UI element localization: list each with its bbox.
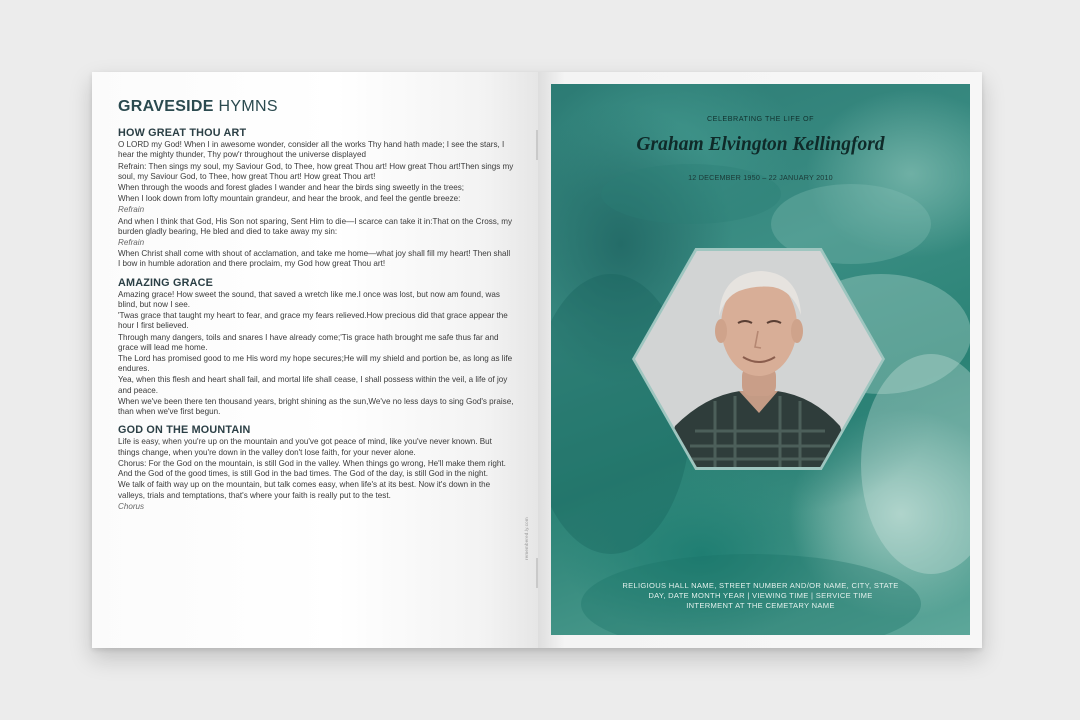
website-credit: remembered.ly.com — [524, 517, 529, 560]
hymn-verse: And when I think that God, His Son not sparing, Sent Him to die—I scarce can take it in:That on the Cross, my burden gladly bearing, He bled and died to take away my sin: — [118, 216, 513, 236]
title-bold: GRAVESIDE — [118, 98, 214, 115]
hymn-verse: We talk of faith way up on the mountain, but talk comes easy, when life's at its best. Now it's down in the valleys, trials and temptations, that's where your faith is really put to the test. — [118, 480, 491, 500]
hymn-verse: Life is easy, when you're up on the mountain and you've got peace of mind, like you've never known. But things change, when you're down in the valley don't lose faith, for your never alone. — [118, 437, 492, 457]
hymn-title: GOD ON THE MOUNTAIN — [118, 424, 251, 437]
hymn-verse: When through the woods and forest glades I wander and hear the birds sing sweetly in the trees; — [118, 183, 464, 193]
hymn-verse: Yea, when this flesh and heart shall fail, and mortal life shall cease, I shall possess within the veil, a life of joy and peace. — [118, 375, 508, 395]
hymn-refrain: Refrain — [118, 238, 145, 248]
page-title — [118, 98, 278, 116]
life-dates: 12 DECEMBER 1950 – 22 JANUARY 2010 — [688, 173, 833, 182]
cover-panel — [551, 84, 970, 635]
hymn-verse: When Christ shall come with shout of acclamation, and take me home—what joy shall fill my heart! Then shall I bow in humble adoration and there proclaim, my God how great Thou art! — [118, 249, 511, 269]
hymn-verse: Through many dangers, toils and snares I have already come;'Tis grace hath brought me safe thus far and grace will lead me home. — [118, 332, 499, 352]
service-details — [551, 581, 970, 611]
hymn-verse: Chorus: For the God on the mountain, is still God in the valley. When things go wrong, He'll make them right. And the God of the good times, is still God in the bad times. The God of the day, is still God in the night. — [118, 458, 506, 479]
portrait-frame — [632, 248, 885, 470]
memorial-booklet — [92, 72, 982, 648]
hymn-block — [118, 425, 514, 512]
hymn-refrain: Chorus — [118, 501, 145, 511]
hymn-verse: O LORD my God! When I in awesome wonder, consider all the works Thy hand hath made; I see the stars, I hear the mighty thunder, Thy pow'r throughout the universe displayed — [118, 140, 505, 160]
hymn-title: HOW GREAT THOU ART — [118, 127, 247, 139]
hymn-block — [118, 128, 514, 270]
portrait-photo — [635, 251, 882, 467]
title-rest: HYMNS — [213, 98, 278, 115]
hymn-verse: When we've been there ten thousand years, bright shining as the sun,We've no less days to sing God's praise, than when we've first begun. — [118, 396, 514, 417]
hymn-verse: 'Twas grace that taught my heart to fear, and grace my fears relieved.How precious did that grace appear the hour I first believed. — [118, 311, 508, 331]
hymn-verse: Amazing grace! How sweet the sound, that saved a wretch like me.I once was lost, but now am found, was blind, but now I see. — [118, 289, 500, 310]
interment-location: INTERMENT AT THE CEMETARY NAME — [686, 601, 835, 610]
hymn-refrain: Refrain — [118, 205, 145, 215]
hymn-verse: The Lord has promised good to me His word my hope secures;He will my shield and portion be, as long as life endures. — [118, 354, 513, 374]
hymns-list — [118, 128, 514, 520]
left-page — [92, 72, 538, 648]
celebrating-label: CELEBRATING THE LIFE OF — [706, 114, 815, 123]
deceased-name: Graham Elvington Kellingford — [636, 134, 885, 155]
hymn-title: AMAZING GRACE — [118, 276, 213, 289]
service-venue: RELIGIOUS HALL NAME, STREET NUMBER AND/OR NAME, CITY, STATE — [622, 581, 899, 590]
hymn-block — [118, 278, 514, 418]
portrait-illustration — [635, 251, 882, 467]
service-times: DAY, DATE MONTH YEAR | VIEWING TIME | SERVICE TIME — [648, 591, 873, 600]
hymn-verse: When I look down from lofty mountain grandeur, and hear the brook, and feel the gentle breeze: — [118, 194, 461, 204]
hymn-verse: Refrain: Then sings my soul, my Saviour God, to Thee, how great Thou art! How great Thou art!Then sings my soul, my Saviour God, to Thee, how great Thou art! How great Thou art! — [118, 161, 514, 181]
